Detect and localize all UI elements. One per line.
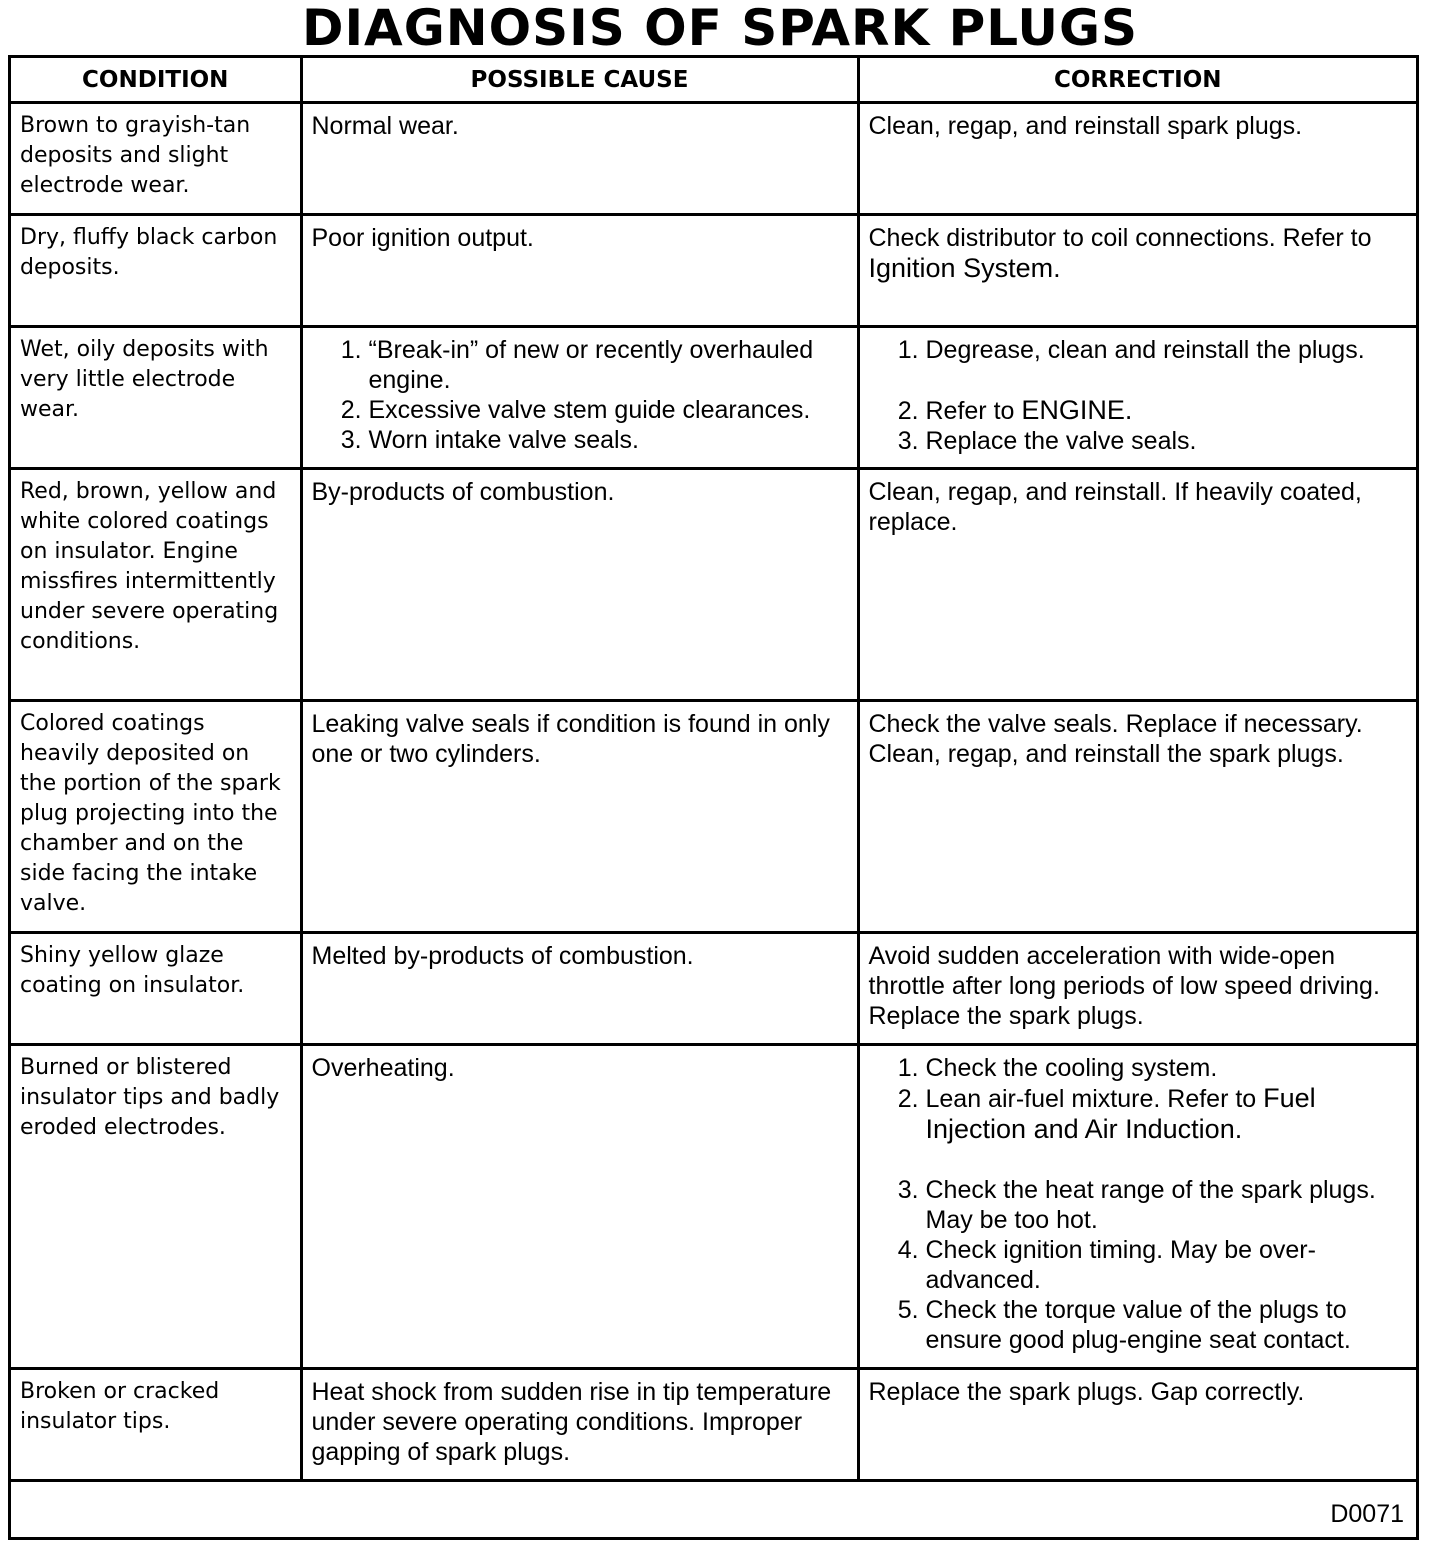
header-row xyxy=(11,58,1416,103)
condition-cell: Burned or blistered insulator tips and badly eroded electrodes. xyxy=(11,1045,301,1369)
table-row xyxy=(11,701,1416,933)
diagnosis-table xyxy=(11,58,1416,1482)
correction-text: Check distributor to coil connections. Refer to xyxy=(868,224,1372,252)
cause-cell: Poor ignition output. xyxy=(301,215,858,327)
cause-cell: Heat shock from sudden rise in tip temperature under severe operating conditions. Improper gapping of spark plugs. xyxy=(301,1369,858,1481)
correction-text: Refer to xyxy=(925,397,1015,425)
correction-text: Lean air-fuel mixture. Refer to xyxy=(925,1085,1257,1113)
cause-item: 3. Worn intake valve seals. xyxy=(369,425,848,455)
correction-item xyxy=(926,1083,1408,1145)
correction-item: 1. Degrease, clean and reinstall the plugs. xyxy=(926,335,1408,365)
correction-item: 3. Replace the valve seals. xyxy=(926,426,1408,456)
cause-cell: Normal wear. xyxy=(301,103,858,215)
page-title: DIAGNOSIS OF SPARK PLUGS xyxy=(301,0,1139,57)
correction-item: 3. Check the heat range of the spark plugs. May be too hot. xyxy=(926,1175,1408,1235)
cause-cell xyxy=(301,327,858,469)
header-condition: CONDITION xyxy=(11,58,301,103)
figure-code: D0071 xyxy=(1330,1500,1404,1528)
correction-cell: Clean, regap, and reinstall. If heavily coated, replace. xyxy=(858,469,1416,701)
reference-link: ENGINE. xyxy=(1021,395,1133,425)
table-row xyxy=(11,103,1416,215)
cause-item: 1. “Break-in” of new or recently overhauled engine. xyxy=(369,335,848,395)
correction-item xyxy=(926,395,1408,426)
condition-cell: Red, brown, yellow and white colored coatings on insulator. Engine missfires intermittently under severe operating conditions. xyxy=(11,469,301,701)
header-correction: CORRECTION xyxy=(858,58,1416,103)
reference-link: Fuel Injection and Air Induction. xyxy=(925,1083,1316,1144)
correction-item: 5. Check the torque value of the plugs to ensure good plug-engine seat contact. xyxy=(926,1295,1408,1355)
correction-item: 4. Check ignition timing. May be over-advanced. xyxy=(926,1235,1408,1295)
header-possible-cause: POSSIBLE CAUSE xyxy=(301,58,858,103)
correction-cell xyxy=(858,327,1416,469)
condition-cell: Dry, fluffy black carbon deposits. xyxy=(11,215,301,327)
cause-cell: Overheating. xyxy=(301,1045,858,1369)
correction-cell: Clean, regap, and reinstall spark plugs. xyxy=(858,103,1416,215)
correction-cell xyxy=(858,1045,1416,1369)
condition-cell: Wet, oily deposits with very little electrode wear. xyxy=(11,327,301,469)
cause-cell: Melted by-products of combustion. xyxy=(301,933,858,1045)
correction-list xyxy=(869,335,1408,456)
correction-cell: Avoid sudden acceleration with wide-open throttle after long periods of low speed driving. Replace the spark plugs. xyxy=(858,933,1416,1045)
cause-item: 2. Excessive valve stem guide clearances. xyxy=(369,395,848,425)
reference-link: Ignition System. xyxy=(868,253,1061,283)
condition-cell: Colored coatings heavily deposited on the portion of the spark plug projecting into the chamber and on the side facing the intake valve. xyxy=(11,701,301,933)
table-row xyxy=(11,327,1416,469)
condition-cell: Shiny yellow glaze coating on insulator. xyxy=(11,933,301,1045)
condition-cell: Brown to grayish-tan deposits and slight electrode wear. xyxy=(11,103,301,215)
table-row xyxy=(11,469,1416,701)
correction-cell: Check the valve seals. Replace if necessary. Clean, regap, and reinstall the spark plugs. xyxy=(858,701,1416,933)
condition-cell: Broken or cracked insulator tips. xyxy=(11,1369,301,1481)
correction-list xyxy=(869,1053,1408,1355)
correction-cell: Replace the spark plugs. Gap correctly. xyxy=(858,1369,1416,1481)
diagnosis-table-frame xyxy=(8,55,1419,1540)
table-row xyxy=(11,215,1416,327)
cause-cell: Leaking valve seals if condition is found in only one or two cylinders. xyxy=(301,701,858,933)
table-row xyxy=(11,933,1416,1045)
cause-list xyxy=(312,335,848,455)
cause-cell: By-products of combustion. xyxy=(301,469,858,701)
table-row xyxy=(11,1045,1416,1369)
correction-item: 1. Check the cooling system. xyxy=(926,1053,1408,1083)
correction-cell xyxy=(858,215,1416,327)
table-row xyxy=(11,1369,1416,1481)
